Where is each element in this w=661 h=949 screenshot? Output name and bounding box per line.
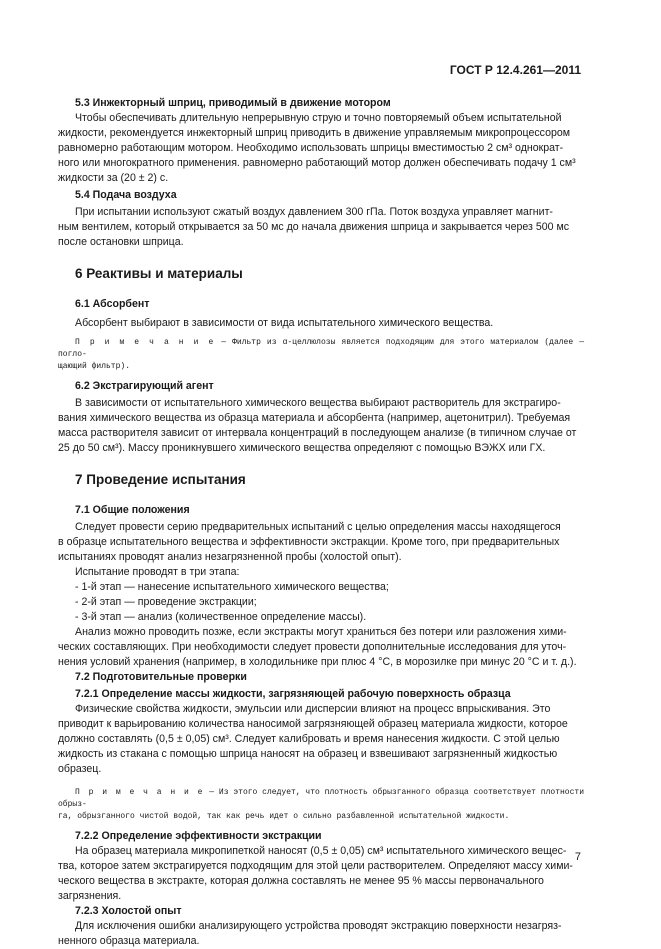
paragraph-line: ческого вещества в экстракте, которая должна составлять не менее 95 % массы первоначального xyxy=(58,875,544,887)
section-5-4-title: 5.4 Подача воздуха xyxy=(75,189,177,201)
list-item: - 1-й этап — нанесение испытательного химического вещества; xyxy=(75,581,389,593)
paragraph-line: масса растворителя зависит от интервала концентраций в последующем анализе (в типичном случае от xyxy=(58,427,577,439)
paragraph-line: ного или многократного применения. равномерно работающий мотор должен обеспечивать подачу 1 см³ xyxy=(58,157,576,169)
note-text: щающий фильтр). xyxy=(58,362,131,371)
page-content xyxy=(58,96,584,949)
paragraph-line: ческих составляющих. При необходимости следует провести дополнительные исследования для уточ- xyxy=(58,641,567,653)
note-label: П р и м е ч а н и е xyxy=(75,788,205,797)
paragraph-line: В зависимости от испытательного химического вещества выбирают растворитель для экстрагиро- xyxy=(75,397,561,409)
section-7-2-2-title: 7.2.2 Определение эффективности экстракции xyxy=(75,830,322,842)
section-7-1-title: 7.1 Общие положения xyxy=(75,504,190,516)
paragraph-line: нения условий хранения (например, в холодильнике при плюс 4 °С, в морозилке при минус 20 °С и т. д.). xyxy=(58,656,577,668)
paragraph-line: Анализ можно проводить позже, если экстракты могут храниться без потери или разложения хими- xyxy=(75,626,567,638)
list-item: - 3-й этап — анализ (количественное определение массы). xyxy=(75,611,367,623)
paragraph-line: Следует провести серию предварительных испытаний с целью определения массы находящегося xyxy=(75,521,561,533)
paragraph-line: Физические свойства жидкости, эмульсии или дисперсии влияют на процесс впрыскивания. Это xyxy=(75,703,551,715)
section-6-2-title: 6.2 Экстрагирующий агент xyxy=(75,380,214,392)
paragraph-line: ненного образца материала. xyxy=(58,935,200,947)
paragraph-line: жидкость из стакана с помощью шприца наносят на образец и взвешивают загрязненный жидкостью xyxy=(58,748,558,760)
paragraph-line: после остановки шприца. xyxy=(58,236,184,248)
section-7-2-3-title: 7.2.3 Холостой опыт xyxy=(75,905,182,917)
paragraph-line: Испытание проводят в три этапа: xyxy=(75,566,240,578)
note xyxy=(58,337,584,361)
paragraph-line: вания химического вещества из образца материала и абсорбента (например, ацетонитрил). Требуемая xyxy=(58,412,571,424)
note xyxy=(58,787,584,811)
paragraph-line: в образце испытательного вещества и эффективности экстракции. Кроме того, при предварительных xyxy=(58,536,560,548)
section-7-2-1-title: 7.2.1 Определение массы жидкости, загрязняющей рабочую поверхность образца xyxy=(75,688,511,700)
section-6-1-title: 6.1 Абсорбент xyxy=(75,298,150,310)
paragraph-line: испытаниях проводят анализ незагрязненной пробы (холостой опыт). xyxy=(58,551,402,563)
note-text: — Из этого следует, что плотность обрызганного образца соответствует плотности обрыз- xyxy=(58,788,585,809)
paragraph-line: равномерно работающим мотором. Необходимо использовать шприцы вместимостью 2 см³ однократ- xyxy=(58,142,564,154)
section-7-title: 7 Проведение испытания xyxy=(75,472,246,487)
section-6-title: 6 Реактивы и материалы xyxy=(75,266,243,281)
paragraph-line: ным вентилем, который открывается за 50 мс до начала движения шприца и закрывается через 500 мс xyxy=(58,221,570,233)
paragraph-line: Для исключения ошибки анализирующего устройства проводят экстракцию поверхности незагряз- xyxy=(75,920,562,932)
paragraph-line: Абсорбент выбирают в зависимости от вида испытательного химического вещества. xyxy=(75,317,494,329)
note-text: га, обрызганного чистой водой, так как речь идет о сильно разбавленной испытательной жидкости. xyxy=(58,812,510,821)
section-7-2-title: 7.2 Подготовительные проверки xyxy=(75,671,247,683)
note-label: П р и м е ч а н и е xyxy=(75,338,216,347)
paragraph-line: тва, которое затем экстрагируется подходящим для этой цели растворителем. Определяют массу хими- xyxy=(58,860,573,872)
paragraph-line: жидкости, рекомендуется инжекторный шприц приводить в движение управляемым микропроцессором xyxy=(58,127,571,139)
paragraph-line: загрязнения. xyxy=(58,890,122,902)
paragraph-line: На образец материала микропипеткой наносят (0,5 ± 0,05) см³ испытательного химического вещес- xyxy=(75,845,567,857)
document-header: ГОСТ Р 12.4.261—2011 xyxy=(449,63,581,77)
paragraph-line: образец. xyxy=(58,763,102,775)
list-item: - 2-й этап — проведение экстракции; xyxy=(75,596,257,608)
section-5-3-title: 5.3 Инжекторный шприц, приводимый в движение мотором xyxy=(75,97,391,109)
paragraph-line: При испытании используют сжатый воздух давлением 300 гПа. Поток воздуха управляет магнит- xyxy=(75,206,553,218)
paragraph-line: жидкости за (20 ± 2) с. xyxy=(58,172,169,184)
paragraph-line: Чтобы обеспечивать длительную непрерывную струю и точно повторяемый объем испытательной xyxy=(75,112,562,124)
paragraph-line: приводит к варьированию количества наносимой загрязняющей образец материала жидкости, которое xyxy=(58,718,568,730)
note-text: — Фильтр из α-целлюлозы является подходящим для этого материалом (далее — погло- xyxy=(58,338,584,359)
paragraph-line: 25 до 50 см³). Массу проникнувшего химического вещества определяют с помощью ВЭЖХ или ГХ. xyxy=(58,442,546,454)
paragraph-line: должно составлять (0,5 ± 0,05) см³. Следует калибровать и время нанесения жидкости. С этой целью xyxy=(58,733,560,745)
page-number: 7 xyxy=(574,851,581,863)
